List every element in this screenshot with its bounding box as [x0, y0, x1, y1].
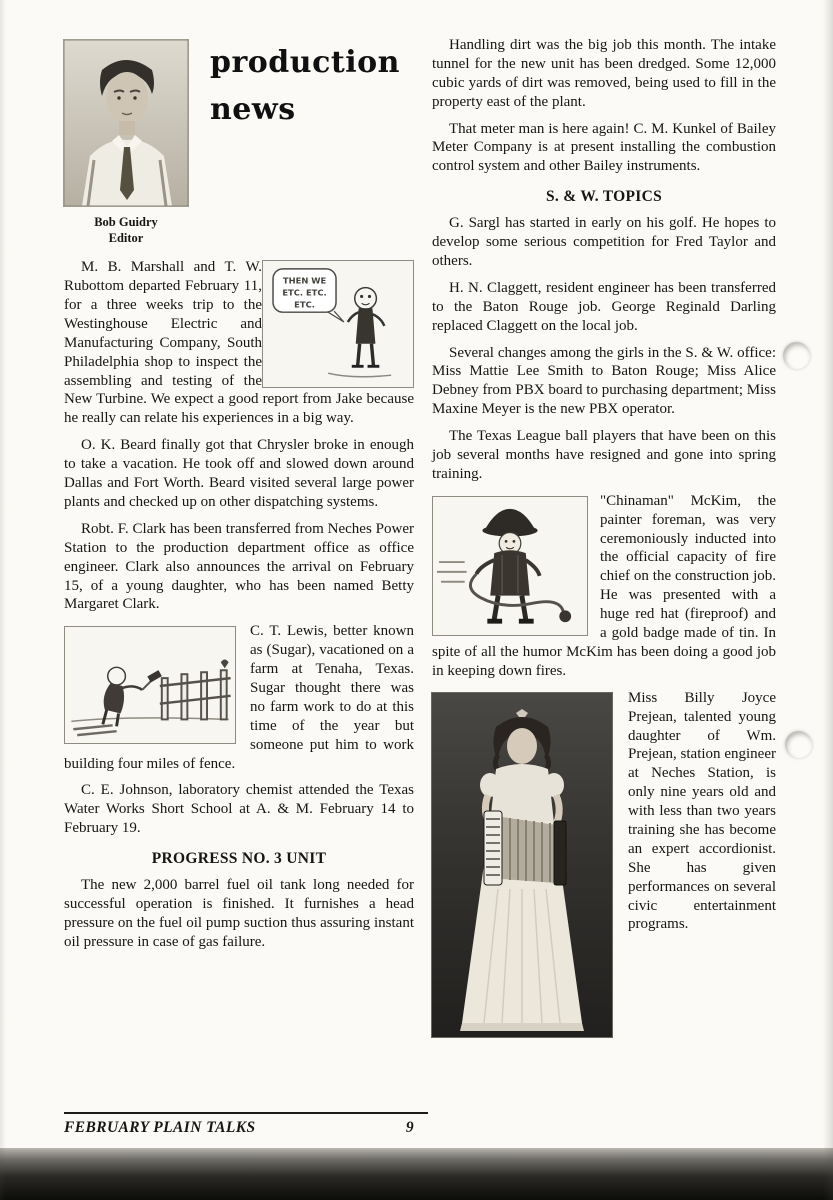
girls-paragraph: Several changes among the girls in the S. & W. office: Miss Mattie Lee Smith to Baton Rouge; Miss Alice Debney from PBX board to purchasing department; Miss Maxine Meyer is the new PBX operator.: [432, 344, 776, 418]
section-title: [210, 40, 400, 133]
speech-bubble-line-2: ETC. ETC.: [282, 287, 327, 298]
fence-cartoon: [64, 626, 236, 744]
then-we-cartoon-illustration: [263, 261, 413, 387]
lewis-paragraph: [64, 622, 414, 773]
marshall-paragraph: [64, 258, 414, 428]
fence-cartoon-illustration: [65, 627, 235, 743]
hole-punch-top-icon: [783, 342, 810, 369]
page-number: 9: [405, 1119, 414, 1136]
page-right-edge: [823, 0, 833, 1200]
editor-caption-role: Editor: [108, 230, 144, 245]
section-title-line-1: production: [210, 45, 400, 80]
ball-paragraph: The Texas League ball players that have been on this job several months have resigned and gone into spring training.: [432, 428, 776, 482]
sw-topics-heading: S. & W. TOPICS: [545, 188, 663, 206]
progress-heading: PROGRESS NO. 3 UNIT: [151, 850, 327, 868]
prejean-text: Miss Billy Joyce Prejean, talented young daughter of Wm. Prejean, station engineer at Neches Station, is only nine years old and with less than two years training she has become an expert accordionist. She has given performances on several civic entertainment programs.: [628, 689, 776, 933]
then-we-cartoon: [262, 260, 414, 388]
header-row: [64, 40, 414, 206]
hole-punch-bottom-icon: [785, 731, 812, 758]
editor-portrait-illustration: [64, 40, 188, 206]
footer-title: FEBRUARY PLAIN TALKS: [64, 1119, 256, 1136]
sargl-paragraph: G. Sargl has started in early on his golf. He hopes to develop some serious competition for Fred Taylor and others.: [432, 215, 776, 270]
speech-bubble-line-3: ETC.: [294, 299, 315, 310]
marshall-text: M. B. Marshall and T. W. Rubottom departed February 11, for a three weeks trip to the Westinghouse Electric and Manufacturing Company, South Philadelphia shop to inspect the assembling and testing of the New Turbine. We expect a good report from Jake because he really can relate his experiences in a big way.: [64, 259, 414, 427]
mckim-paragraph: [432, 492, 776, 681]
prejean-paragraph: [432, 689, 776, 935]
clark-paragraph: Robt. F. Clark has been transferred from Neches Power Station to the production department office as office engineer. Clark also announces the arrival on February 15, of a young daughter, who has been named Betty Margaret Clark.: [64, 520, 414, 613]
editor-caption-name: Bob Guidry: [94, 215, 158, 229]
page-left-edge: [0, 0, 6, 1200]
accordion-girl-photo: [432, 693, 612, 1037]
editor-portrait-photo: [64, 40, 188, 206]
dirt-paragraph: Handling dirt was the big job this month. The intake tunnel for the new unit has been dredged. Some 12,000 cubic yards of dirt was removed, being used to fill in the property east of the plant.: [432, 37, 776, 110]
editor-caption: [64, 215, 188, 246]
mckim-text: "Chinaman" McKim, the painter foreman, was very ceremoniously inducted into the official capacity of fire chief on the construction job. He was presented with a huge red hat (fireproof) and a gold badge made of tin. In spite of all the humor McKim has been doing a good job in keeping down fires.: [432, 492, 776, 679]
speech-bubble-line-1: THEN WE: [282, 275, 327, 286]
beard-paragraph: O. K. Beard finally got that Chrysler broke in enough to take a vacation. He took off and slowed down around Dallas and Fort Worth. Beard visited several large power plants and checked up on other dispatching systems.: [64, 437, 414, 510]
meter-paragraph: That meter man is here again! C. M. Kunkel of Bailey Meter Company is at present installing the combustion control system and other Bailey instruments.: [432, 120, 776, 175]
fireman-cartoon-illustration: [433, 497, 587, 635]
johnson-paragraph: C. E. Johnson, laboratory chemist attended the Texas Water Works Short School at A. & M. February 14 to February 19.: [64, 782, 414, 837]
lewis-text: C. T. Lewis, better known as (Sugar), vacationed on a farm at Tenaha, Texas. Sugar thought there was no farm work to do at this time of the year but someone put him to work building four miles of fence.: [64, 623, 414, 772]
section-title-line-2: news: [210, 91, 296, 127]
accordion-girl-illustration: [432, 693, 612, 1037]
claggett-paragraph: H. N. Claggett, resident engineer has been transferred to the Baton Rouge job. George Reginald Darling replaced Claggett on the local job.: [432, 279, 776, 334]
right-column: [432, 36, 776, 1041]
page-footer: [64, 1112, 428, 1137]
left-column: [64, 40, 414, 960]
fireman-cartoon: [432, 496, 588, 636]
progress-paragraph: The new 2,000 barrel fuel oil tank long needed for successful operation is finished. It furnishes a head pressure on the fuel oil pump suction thus assuring instant oil pressure in case of gas failure.: [64, 877, 414, 950]
page-bottom-edge: [0, 1148, 833, 1200]
